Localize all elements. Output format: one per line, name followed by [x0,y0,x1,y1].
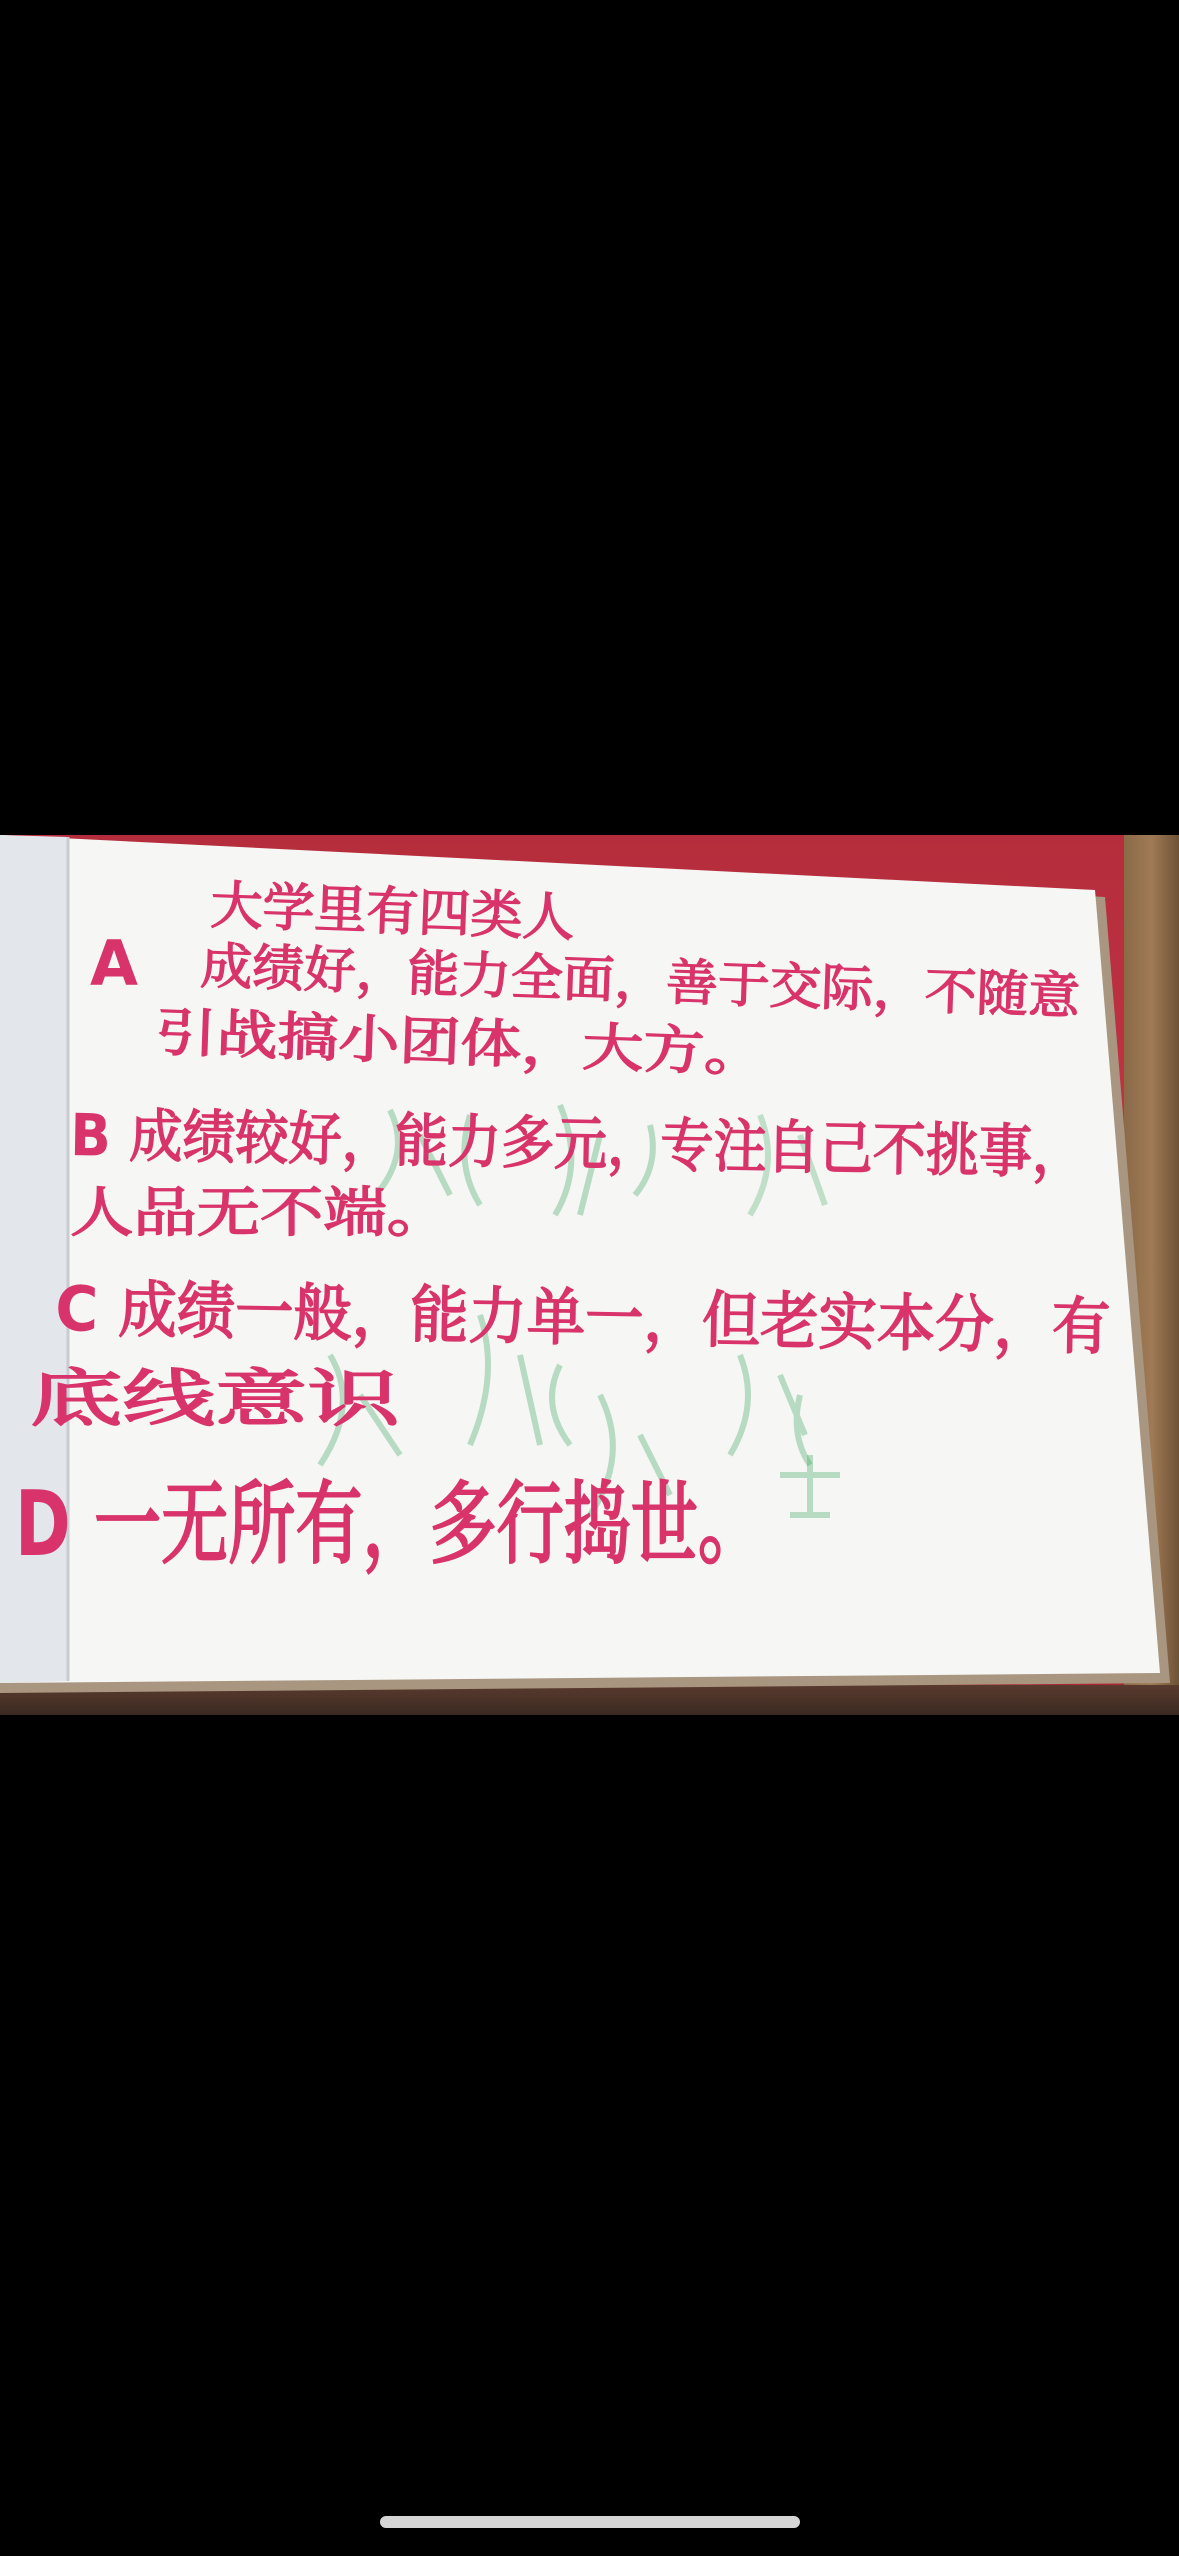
line-c-2: 底线意识 [30,1362,402,1435]
line-c-1: C 成绩一般，能力单一，但老实本分，有 [54,1272,1177,1365]
handwritten-note-photo [0,835,1179,1715]
home-indicator[interactable] [380,2516,800,2528]
line-a-marker: A [90,927,138,1000]
line-d-1: D 一无所有，多行捣世。 [15,1472,765,1577]
line-b-1: B 成绩较好，能力多元，专注自己不挑事， [69,1101,1179,1189]
note-title: 大学里有四类人 [209,876,576,949]
line-a-2: 引战搞小团体，大方。 [154,1003,677,1082]
line-a-1: 成绩好，能力全面，善于交际，不随意 [199,937,1052,1025]
notebook-page [0,835,1179,1715]
line-b-2: 人品无不端。 [70,1181,450,1244]
